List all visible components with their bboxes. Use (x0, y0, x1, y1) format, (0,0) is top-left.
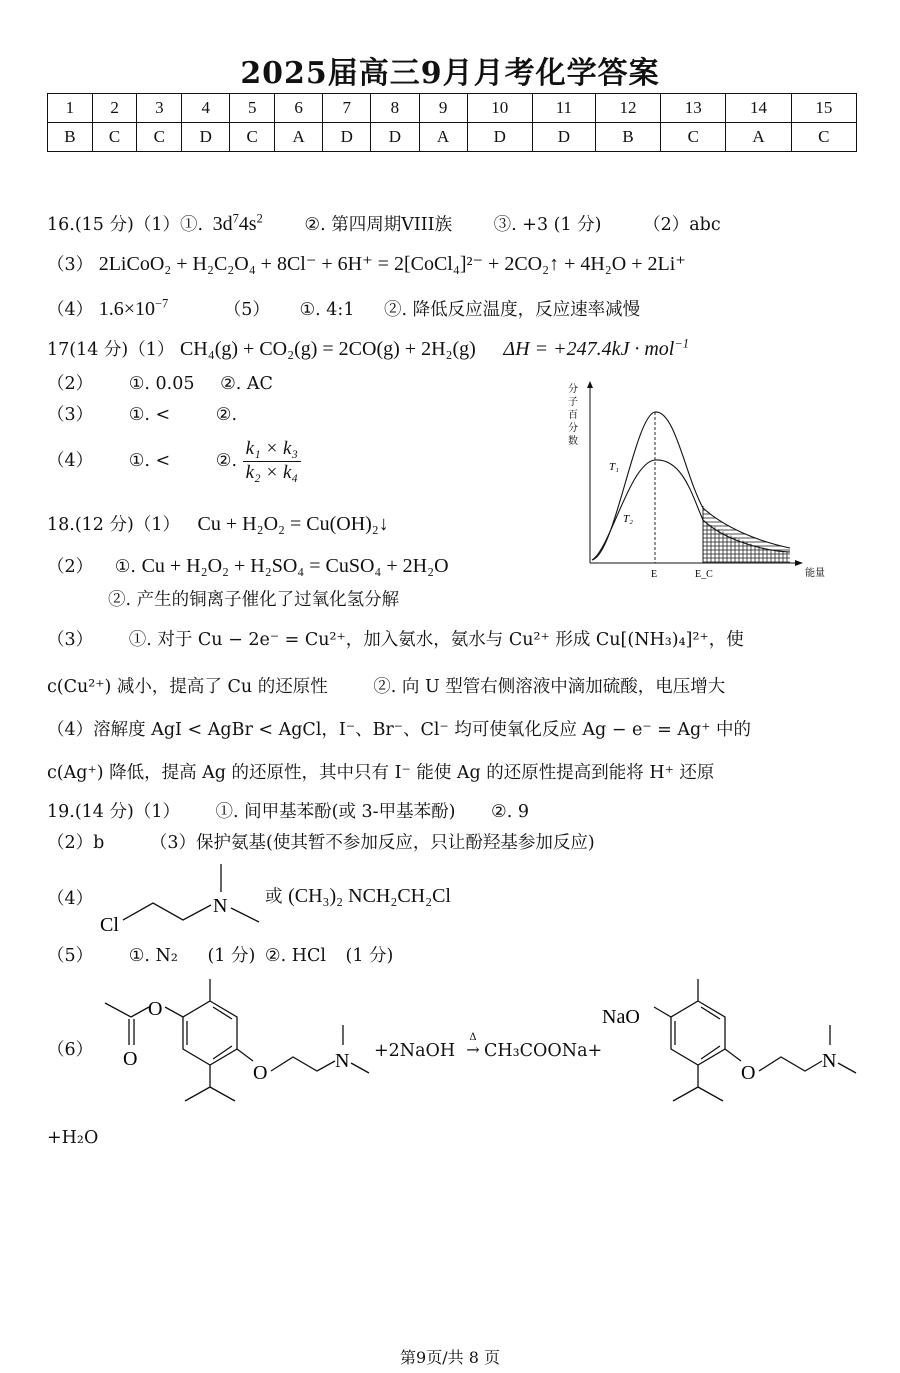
q16-l5-label: （5） (223, 300, 270, 320)
amine-methyl-right (838, 1063, 856, 1073)
question-number-cell: 3 (137, 94, 182, 123)
q16-l5-b: ②. 降低反应温度，反应速率减慢 (384, 300, 641, 320)
answer-table (47, 93, 857, 152)
q18-equation-1: Cu + H₂O₂ = Cu(OH)₂↓ (197, 513, 389, 535)
ksp-exponent: −7 (155, 296, 169, 311)
x-label-e: E (651, 569, 658, 580)
t1-label: T₁ (609, 461, 619, 473)
q18-line-4 (47, 720, 751, 741)
product-acetate: CH₃COONa+ (484, 1041, 603, 1061)
q18-l2-label: （2） (47, 557, 94, 577)
answer-table-number-row (48, 94, 857, 123)
q19-line-1 (47, 802, 529, 823)
x-label-ec: E_C (695, 569, 713, 580)
answer-cell: D (467, 123, 532, 152)
enthalpy-exp: −1 (674, 336, 689, 351)
config-sup-2: 2 (256, 211, 263, 226)
q18-l3-text: ①. 对于 Cu − 2e⁻ = Cu²⁺，加入氨水，氨水与 Cu²⁺ 形成 Cu[(NH₃)₄]²⁺，使 (128, 630, 744, 650)
x-axis-arrow (795, 560, 803, 566)
graph-ylabel (568, 382, 578, 447)
ethyl-chain (271, 1057, 335, 1071)
page-footer: 第9页/共 8 页 (400, 1348, 500, 1367)
answer-cell: C (230, 123, 275, 152)
q18-line-4b (47, 763, 714, 784)
rate-constant-fraction (243, 438, 301, 485)
ester-o-bond (165, 1007, 183, 1017)
q16-line-3 (47, 252, 686, 276)
t2-label: T₂ (623, 513, 633, 525)
ether-bond (725, 1049, 741, 1061)
q17-l2-a: ①. 0.05 (128, 374, 195, 394)
q17-enthalpy (503, 338, 689, 360)
config-4s: 4s (238, 213, 257, 235)
answer-cell: A (726, 123, 791, 152)
carbon-chain (123, 903, 211, 920)
q17-l4-a: ①. < (128, 450, 171, 471)
answer-cell: A (275, 123, 323, 152)
question-number-cell: 11 (532, 94, 595, 123)
q17-line-3 (47, 405, 237, 426)
answer-cell: C (661, 123, 726, 152)
q18-line-3b (47, 677, 725, 698)
q19-l6-label: （6） (47, 1040, 94, 1060)
q19-l4-structure (95, 862, 275, 942)
n-methyl-right (231, 908, 259, 922)
ylabel-char: 数 (568, 436, 578, 447)
q18-head: 18.(12 分)（1） (47, 515, 180, 535)
enthalpy-value: ΔH = +247.4kJ · mol (503, 338, 675, 360)
question-number-cell: 15 (791, 94, 856, 123)
q18-line-2b (108, 590, 399, 611)
q18-l3-label: （3） (47, 630, 94, 650)
atom-o-ester: O (148, 998, 163, 1020)
q19-l1-b: ②. 9 (491, 802, 529, 822)
q18-equation-2: Cu + H₂O₂ + H₂SO₄ = CuSO₄ + 2H₂O (141, 555, 449, 577)
fraction-denominator: k₂ × k₄ (245, 461, 299, 483)
atom-n: N (213, 895, 228, 917)
q17-line-2 (47, 374, 273, 395)
question-number-cell: 13 (661, 94, 726, 123)
q19-l1-a: ①. 间甲基苯酚(或 3-甲基苯酚) (215, 802, 456, 822)
atom-n: N (335, 1050, 350, 1072)
atom-o-ether: O (741, 1062, 756, 1084)
atom-cl: Cl (100, 914, 119, 936)
reactant-benzene-ring (183, 1001, 237, 1065)
question-number-cell: 12 (595, 94, 660, 123)
q19-head: 19.(14 分)（1） (47, 802, 180, 822)
reaction-middle (374, 1041, 455, 1062)
q16-line-1 (47, 212, 721, 236)
delta-symbol: Δ (469, 1032, 477, 1043)
ksp-mantissa: 1.6×10 (98, 298, 155, 320)
q19-l5-a-points: (1 分) (207, 946, 256, 966)
ester-c-bond (131, 1007, 149, 1017)
ksp-value (99, 298, 168, 320)
q18-l3b-b: ②. 向 U 型管右侧溶液中滴加硫酸，电压增大 (373, 677, 726, 697)
q16-part-2-answer: （2）abc (643, 215, 721, 235)
q19-l3: （3）保护氨基(使其暂不参加反应，只让酚羟基参加反应) (149, 833, 595, 853)
q16-head: 16.(15 分)（1）①. (47, 215, 204, 235)
q19-l2: （2）b (47, 833, 105, 853)
product-structure (600, 975, 870, 1125)
answer-table-answer-row (48, 123, 857, 152)
water-product: +H₂O (47, 1128, 99, 1148)
maxwell-distribution-graph (565, 380, 835, 580)
q18-l4b-text: c(Ag⁺) 降低，提高 Ag 的还原性，其中只有 I⁻ 能使 Ag 的还原性提高到能将 H⁺ 还原 (47, 763, 715, 783)
question-number-cell: 1 (48, 94, 93, 123)
q19-l5-a: ①. N₂ (128, 946, 178, 966)
q16-equation: 2LiCoO₂ + H₂C₂O₄ + 8Cl⁻ + 6H⁺ = 2[CoCl₄]²⁻ + 2CO₂↑ + 4H₂O + 2Li⁺ (98, 253, 686, 275)
q19-l4-condensed: (CH₃)₂ NCH₂CH₂Cl (288, 885, 451, 907)
q17-l4-label: （4） (47, 450, 94, 471)
q17-line-4 (47, 438, 301, 485)
electron-config (213, 213, 263, 235)
page-title: 2025届高三9月月考化学答案 (240, 56, 660, 91)
question-number-cell: 4 (182, 94, 230, 123)
ylabel-char: 百 (568, 410, 578, 421)
isopropyl-left (185, 1087, 210, 1101)
product-benzene-ring (671, 1001, 725, 1065)
answer-cell: C (137, 123, 182, 152)
question-number-cell: 10 (467, 94, 532, 123)
phenoxide-bond (654, 1007, 671, 1017)
q19-line-5 (47, 946, 393, 967)
q18-l2-b: ②. 产生的铜离子催化了过氧化氢分解 (108, 590, 400, 610)
answer-cell: B (595, 123, 660, 152)
isopropyl-left (673, 1087, 698, 1101)
question-number-cell: 6 (275, 94, 323, 123)
question-number-cell: 5 (230, 94, 275, 123)
q19-l4-formula (265, 884, 451, 908)
answer-cell: A (419, 123, 467, 152)
q19-l4-label: （4） (47, 889, 94, 909)
question-number-cell: 14 (726, 94, 791, 123)
config-3d: 3d (212, 213, 233, 235)
q17-l2-b: ②. AC (220, 374, 273, 394)
q16-l5-a: ①. 4:1 (299, 300, 355, 320)
isopropyl-right (698, 1087, 723, 1101)
q16-part3: ③. +3 (1 分) (493, 215, 602, 235)
atom-o-carbonyl: O (123, 1048, 138, 1070)
q18-l4-text: （4）溶解度 AgI < AgBr < AgCl，I⁻、Br⁻、Cl⁻ 均可使氧化反应 Ag − e⁻ = Ag⁺ 中的 (47, 720, 752, 740)
q16-line-4 (47, 297, 640, 321)
atom-o-ether: O (253, 1062, 268, 1084)
ylabel-char: 分 (568, 384, 578, 395)
q17-l3-label: （3） (47, 405, 94, 425)
answer-cell: D (371, 123, 419, 152)
q19-line-2 (47, 833, 595, 854)
ether-bond (237, 1049, 253, 1061)
ylabel-char: 分 (568, 423, 578, 434)
reactant-structure (95, 975, 375, 1125)
q17-line-1 (47, 337, 689, 361)
x-axis-label: 能量 (805, 568, 825, 579)
q17-l2-label: （2） (47, 374, 94, 394)
y-axis-arrow (587, 381, 593, 388)
q17-l3-b: ②. (215, 405, 238, 425)
fraction-numerator: k₁ × k₃ (243, 438, 301, 462)
q17-head: 17(14 分)（1） (47, 340, 175, 360)
atom-nao: NaO (602, 1006, 640, 1028)
question-number-cell: 2 (92, 94, 137, 123)
t1-curve (592, 412, 790, 560)
ethyl-chain (759, 1057, 822, 1071)
amine-methyl-right (351, 1063, 369, 1073)
q16-part2: ②. 第四周期VIII族 (304, 215, 453, 235)
question-number-cell: 8 (371, 94, 419, 123)
q17-equation: CH₄(g) + CO₂(g) = 2CO(g) + 2H₂(g) (179, 338, 476, 360)
q16-l4-label: （4） (47, 300, 94, 320)
q18-line-3 (47, 630, 744, 651)
q19-l5-b: ②. HCl (264, 946, 326, 966)
acetyl-methyl (105, 1003, 131, 1017)
q18-l3b-text: c(Cu²⁺) 减小，提高了 Cu 的还原性 (47, 677, 328, 697)
q16-l3-label: （3） (47, 255, 94, 275)
answer-cell: B (48, 123, 93, 152)
question-number-cell: 7 (323, 94, 371, 123)
config-sup-7: 7 (232, 211, 239, 226)
q19-l4-or: 或 (265, 887, 283, 907)
answer-cell: C (791, 123, 856, 152)
q19-l5-b-points: (1 分) (345, 946, 394, 966)
answer-cell: D (323, 123, 371, 152)
q19-l5-label: （5） (47, 946, 94, 966)
question-number-cell: 9 (419, 94, 467, 123)
atom-n: N (822, 1050, 837, 1072)
q18-line-1 (47, 512, 389, 536)
answer-cell: C (92, 123, 137, 152)
q18-line-2 (47, 554, 449, 578)
q18-l2-a-label: ①. (114, 557, 136, 577)
heat-condition (462, 1032, 484, 1057)
q17-l4-b: ②. (215, 450, 238, 471)
isopropyl-right (210, 1087, 235, 1101)
reaction-arrow: → (466, 1040, 480, 1059)
answer-cell: D (532, 123, 595, 152)
ylabel-char: 子 (568, 397, 578, 408)
answer-cell: D (182, 123, 230, 152)
q17-l3-a: ①. < (128, 405, 171, 425)
reagent-naoh: +2NaOH (374, 1041, 456, 1061)
